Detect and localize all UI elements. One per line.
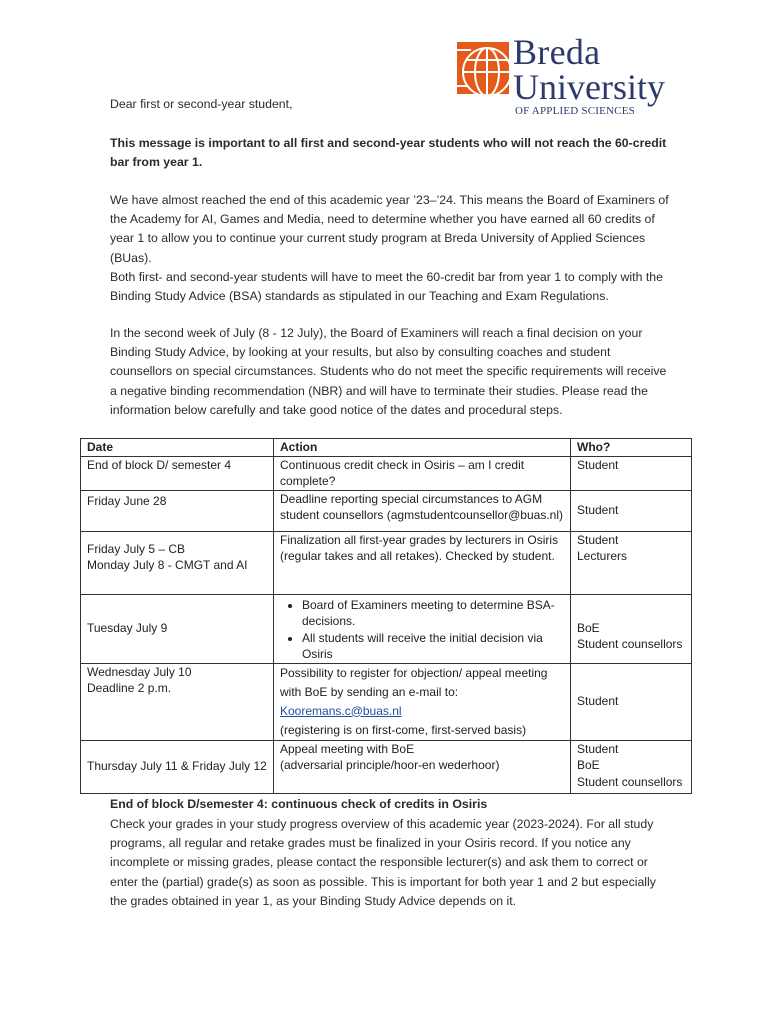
header-date: Date xyxy=(81,439,274,457)
row-who-secondary: BoE xyxy=(577,758,600,772)
row-date-secondary: Monday July 8 - CMGT and AI xyxy=(87,558,248,572)
header-action: Action xyxy=(274,439,571,457)
table-header-row xyxy=(81,439,692,457)
schedule-table xyxy=(80,438,692,794)
row-who: Student xyxy=(571,490,692,531)
row-action: Appeal meeting with BoE xyxy=(280,741,415,756)
row-action: Possibility to register for objection/ appeal meeting with BoE by sending an e-mail to: xyxy=(280,665,548,699)
action-bullet: • All students will receive the initial decision via Osiris xyxy=(302,630,564,663)
row-date-secondary: Deadline 2 p.m. xyxy=(87,681,172,695)
row-date: Friday July 5 – CB xyxy=(87,541,186,556)
logo-word-university: University xyxy=(513,67,665,107)
action-bullet: • Board of Examiners meeting to determine BSA-decisions. xyxy=(302,597,564,630)
row-action: Finalization all first-year grades by lecturers in Osiris (regular takes and all retakes). Checked by student. xyxy=(274,531,571,594)
row-action-list xyxy=(280,597,564,663)
row-who-secondary: Student counsellors xyxy=(577,637,683,651)
row-who: Student xyxy=(577,532,619,547)
paragraph-academic-year: We have almost reached the end of this academic year ’23–’24. This means the Board of Examiners of the Academy for AI, Games and Media, need to determine whether you have earned all 60 credits of year 1 to allow you to continue your current study program at Breda University of Applied Sciences (BUas). xyxy=(110,193,669,265)
email-link[interactable]: Kooremans.c@buas.nl xyxy=(280,703,402,718)
table-row xyxy=(81,663,692,740)
greeting: Dear first or second-year student, xyxy=(110,97,293,111)
table-row xyxy=(81,531,692,594)
row-who-secondary: Lecturers xyxy=(577,549,628,563)
row-who: Student xyxy=(571,663,692,740)
row-who: Student xyxy=(571,456,692,490)
row-action: Continuous credit check in Osiris – am I credit complete? xyxy=(274,456,571,490)
table-row xyxy=(81,456,692,490)
row-date: Wednesday July 10 xyxy=(87,664,192,679)
logo-subtitle: OF APPLIED SCIENCES xyxy=(515,105,635,117)
paragraph-credit-bar: Both first- and second-year students will have to meet the 60-credit bar from year 1 to comply with the Binding Study Advice (BSA) standards as stipulated in our Teaching and Exam Regulations. xyxy=(110,270,663,304)
logo-word-breda: Breda xyxy=(513,32,601,72)
table-row xyxy=(81,740,692,793)
row-date: Friday June 28 xyxy=(81,490,274,531)
row-action-note: (registering is on first-come, first-served basis) xyxy=(280,722,527,737)
section-body: Check your grades in your study progress overview of this academic year (2023-2024). For all study programs, all regular and retake grades must be finalized in your Osiris record. If you notice any incomplete or missing grades, please contact the responsible lecturer(s) and ask them to correct or enter the (partial) grade(s) as soon as possible. This is important for both year 1 and 2 but especially the grades obtained in year 1, as your Binding Study Advice depends on it. xyxy=(110,817,656,908)
row-date: Tuesday July 9 xyxy=(81,594,274,663)
row-action: Deadline reporting special circumstances to AGM student counsellors (agmstudentcounsellor@buas.nl) xyxy=(274,490,571,531)
row-who: Student xyxy=(577,741,619,756)
paragraph-bsa-decision: In the second week of July (8 - 12 July), the Board of Examiners will reach a final decision on your Binding Study Advice, by looking at your results, but also by consulting coaches and student counsellors on special circumstances. Students who do not meet the specific requirements will receive a negative binding recommendation (NBR) and will have to terminate their studies. Please read the information below carefully and take good notice of the dates and procedural steps. xyxy=(110,326,667,417)
table-row xyxy=(81,490,692,531)
globe-logo-icon xyxy=(457,42,509,94)
row-who: BoE xyxy=(577,620,600,635)
section-title: End of block D/semester 4: continuous check of credits in Osiris xyxy=(110,797,488,811)
table-row xyxy=(81,594,692,663)
row-date: End of block D/ semester 4 xyxy=(81,456,274,490)
row-action-note: (adversarial principle/hoor-en wederhoor) xyxy=(280,758,500,772)
row-date: Thursday July 11 & Friday July 12 xyxy=(81,740,274,793)
header-who: Who? xyxy=(571,439,692,457)
important-notice: This message is important to all first and second-year students who will not reach the 60-credit bar from year 1. xyxy=(110,136,667,170)
row-who-tertiary: Student counsellors xyxy=(577,774,683,789)
